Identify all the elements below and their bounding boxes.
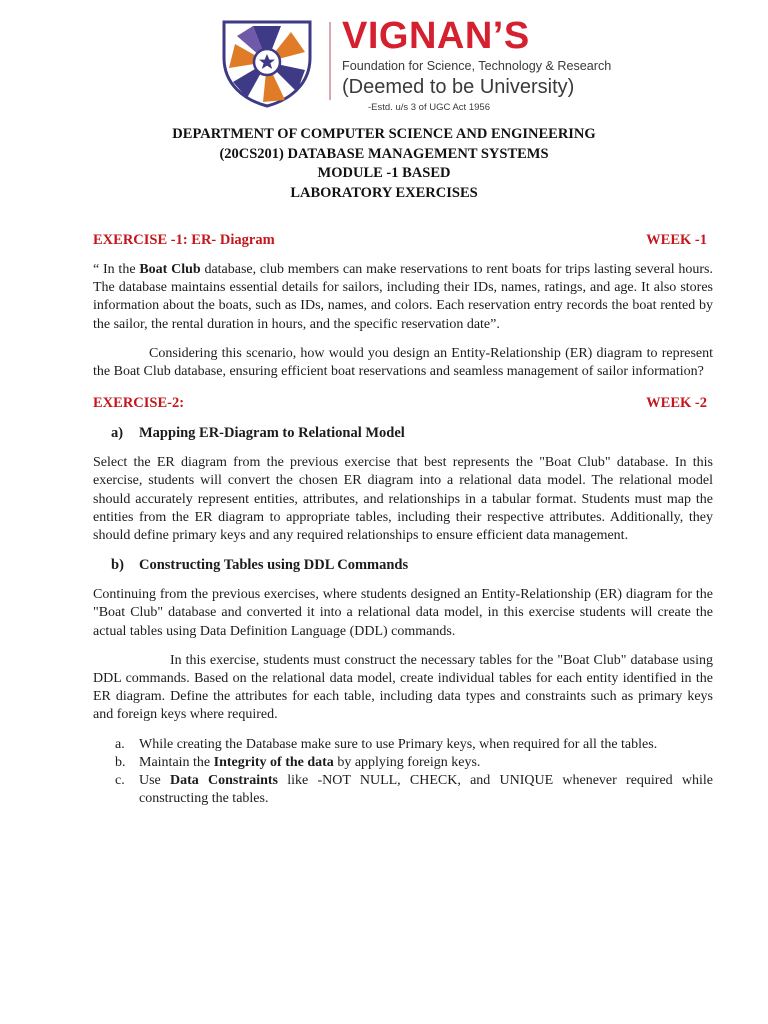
- requirements-list: [93, 736, 713, 809]
- institution-branding: [342, 15, 612, 115]
- list-item: b. Maintain the Integrity of the data by applying foreign keys.: [115, 754, 481, 770]
- exercise-1-week: WEEK -1: [646, 232, 707, 248]
- boat-club-term: Boat Club: [139, 262, 201, 277]
- part-a-description: Select the ER diagram from the previous exercise that best represents the "Boat Club" database. In this exercise, students will convert the chosen ER diagram into a relational data model. The relational model should accurately represent entities, attributes, and relationships in a tabular format. Students must map the entities from the ER diagram to appropriate tables, including their respective attributes. Additionally, they should define primary keys and any required relationships to ensure efficient data management.: [93, 455, 713, 544]
- department-title: DEPARTMENT OF COMPUTER SCIENCE AND ENGINEERING: [172, 126, 596, 142]
- document-title-block: [0, 125, 768, 203]
- module-title: MODULE -1 BASED: [317, 165, 451, 181]
- part-b-description-1: Continuing from the previous exercises, where students designed an Entity-Relationship (ER) diagram for the "Boat Club" database and converted it into a relational data model, in this exercise students will create the actual tables using Data Definition Language (DDL) commands.: [93, 587, 713, 639]
- document-body: [93, 231, 713, 808]
- part-b-heading: b) Constructing Tables using DDL Commands: [111, 557, 409, 574]
- university-logo-icon: [218, 18, 316, 108]
- part-b-description-2: In this exercise, students must construct the necessary tables for the "Boat Club" database using DDL commands. Based on the relational data model, create individual tables for each entity identified in the ER diagram. Define the attributes for each table, including data types and constraints such as primary keys and foreign keys where required.: [93, 652, 713, 723]
- exercise-1-scenario: “ In the Boat Club database, club members can make reservations to rent boats for trips lasting several hours. The database maintains essential details for sailors, including their IDs, names, ratings, and age. It also stores information about the boats, such as IDs, names, and colors. Each reservation entry records the boat rented by the sailor, the rental duration in hours, and the specific reservation date”.: [93, 262, 714, 332]
- institution-established: -Estd. u/s 3 of UGC Act 1956: [368, 102, 490, 113]
- exercise-2-heading: [93, 394, 713, 413]
- list-item: a. While creating the Database make sure to use Primary keys, when required for all the tables.: [115, 736, 658, 752]
- list-item: c. Use Data Constraints like -NOT NULL, CHECK, and UNIQUE whenever required while constructing the tables.: [115, 773, 713, 807]
- institution-status: (Deemed to be University): [342, 76, 575, 98]
- exercise-2-week: WEEK -2: [646, 395, 707, 412]
- exercise-1-heading: [93, 231, 713, 250]
- exercise-1-question: Considering this scenario, how would you design an Entity-Relationship (ER) diagram to represent the Boat Club database, ensuring efficient boat reservations and seamless management of sailor information?: [93, 345, 713, 380]
- course-title: (20CS201) DATABASE MANAGEMENT SYSTEMS: [219, 145, 549, 162]
- part-a-heading: a) Mapping ER-Diagram to Relational Model: [111, 425, 405, 442]
- institution-name: VIGNAN’S: [342, 15, 530, 57]
- exercise-1-title: EXERCISE -1: ER- Diagram: [93, 232, 275, 248]
- exercise-kind-title: LABORATORY EXERCISES: [290, 184, 478, 201]
- institution-tagline: Foundation for Science, Technology & Research: [342, 59, 612, 73]
- header-divider: [329, 22, 331, 100]
- exercise-2-title: EXERCISE-2:: [93, 395, 185, 412]
